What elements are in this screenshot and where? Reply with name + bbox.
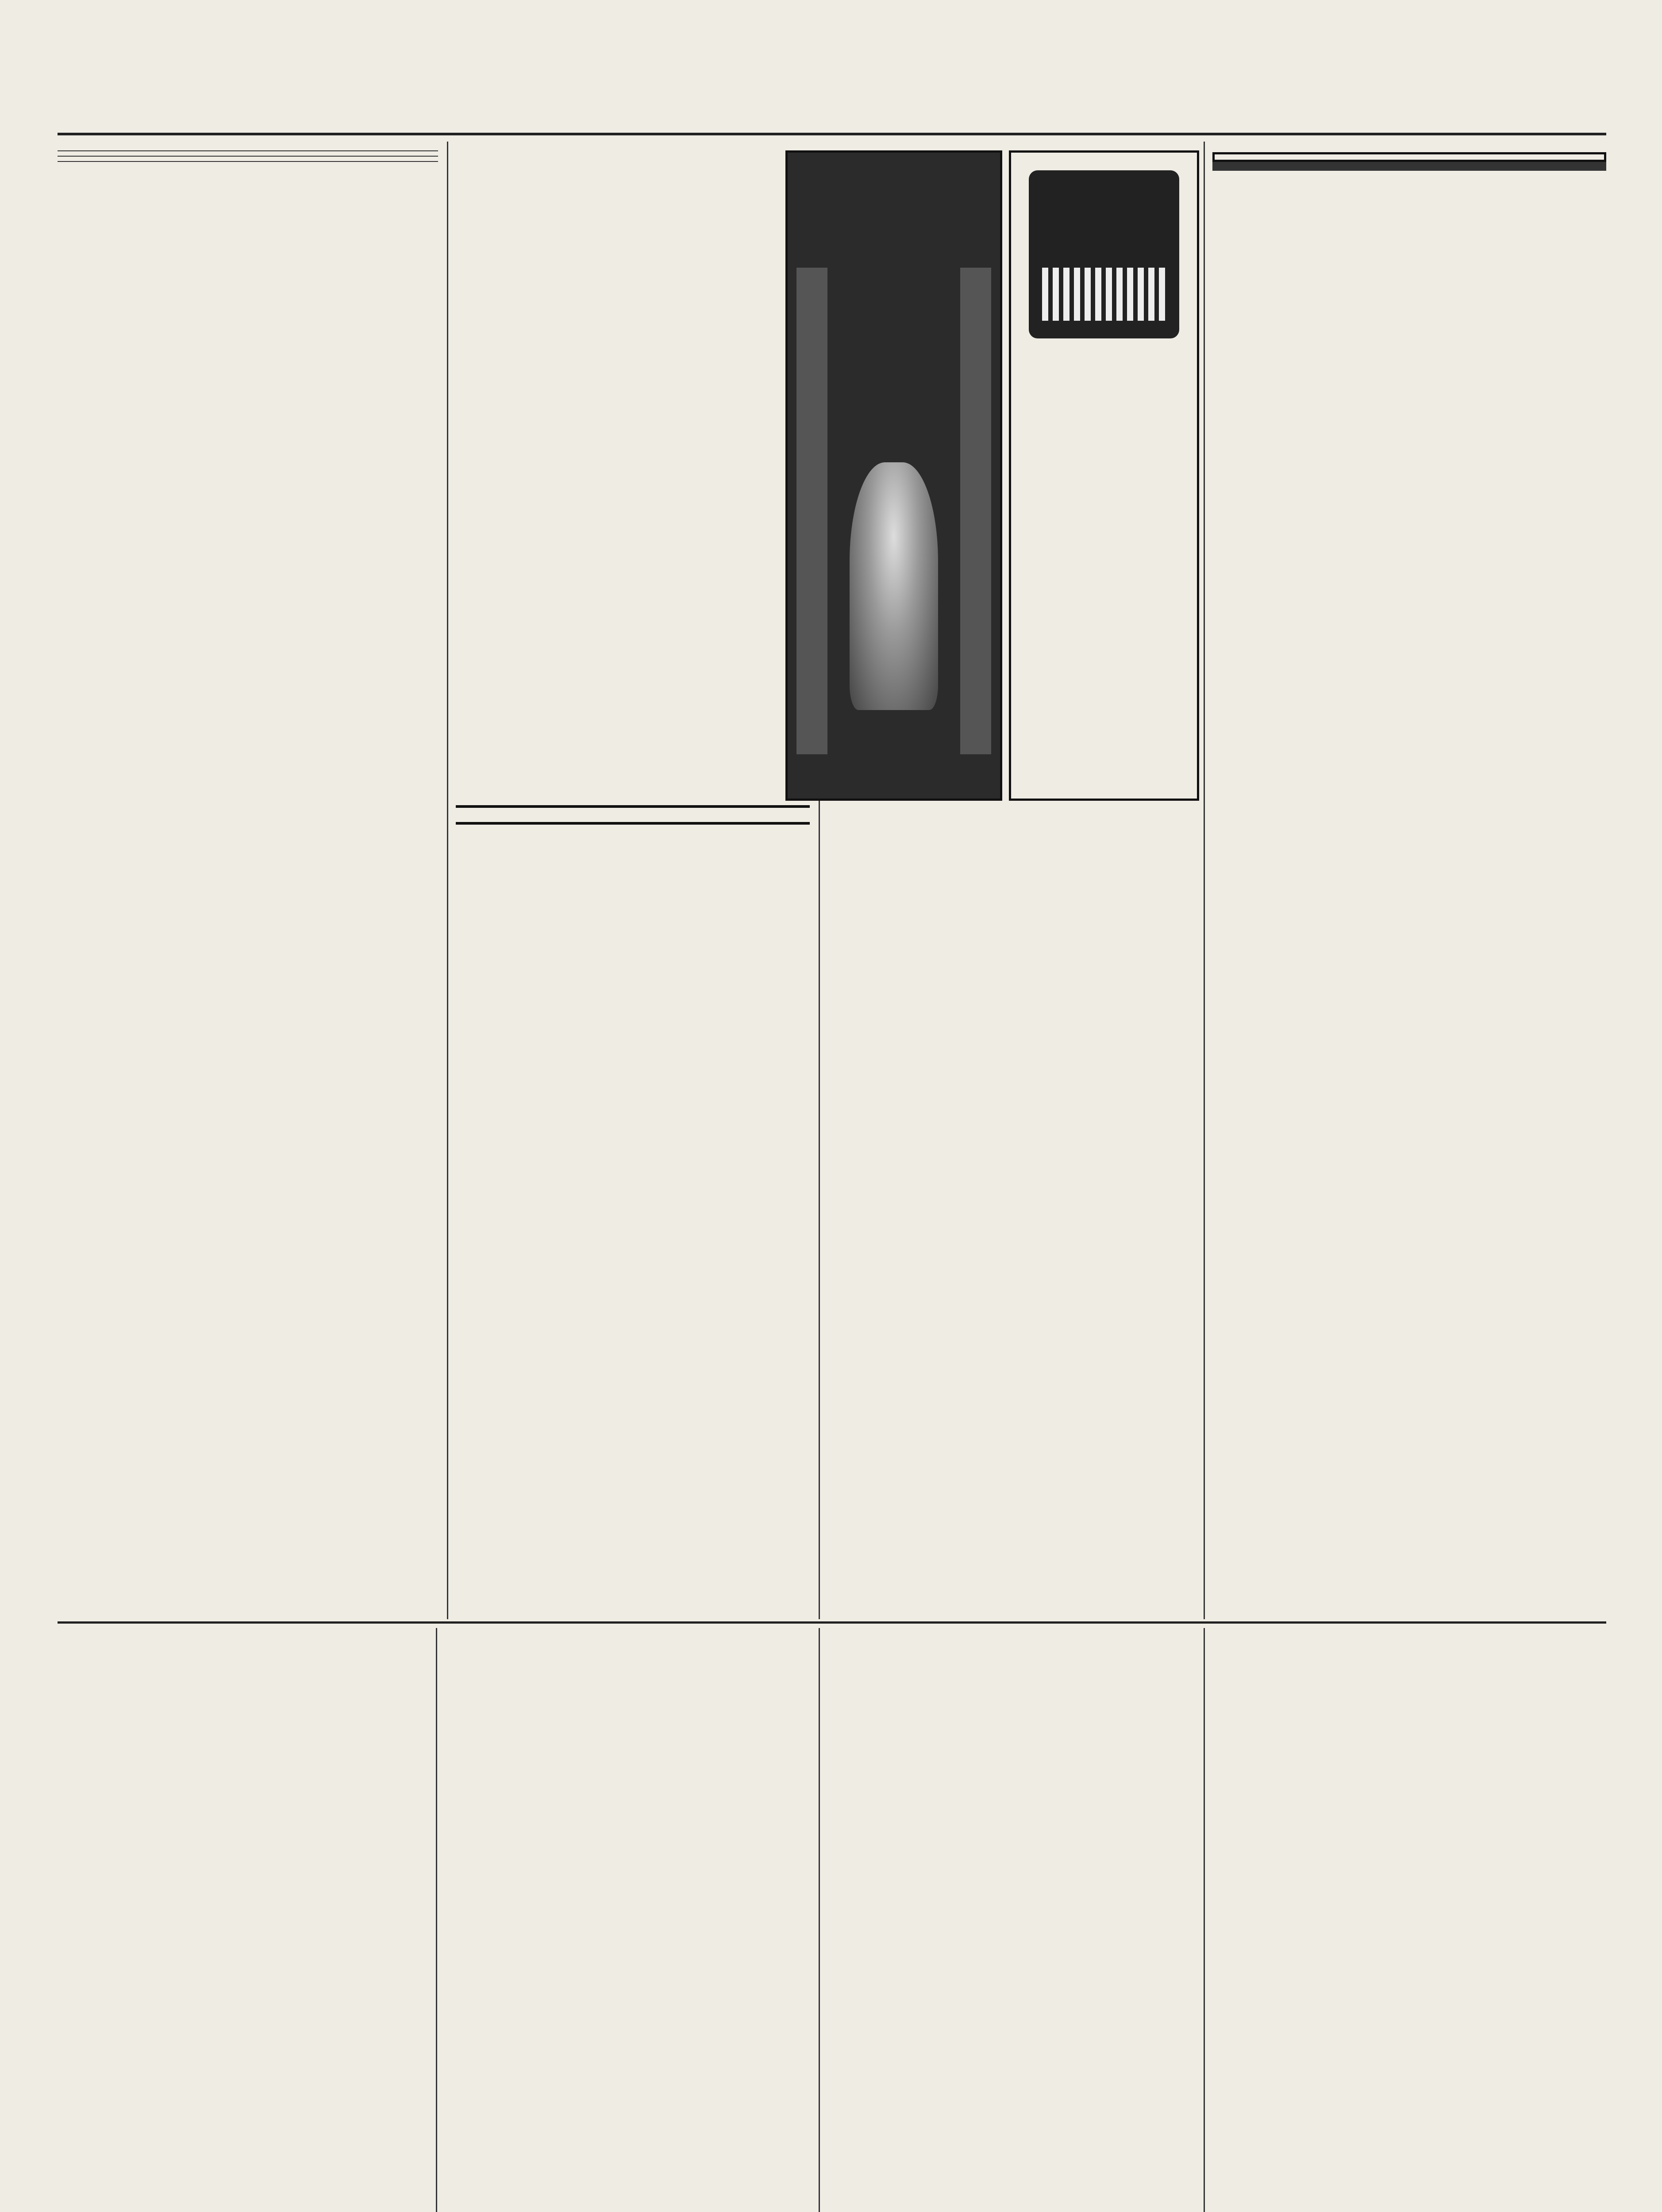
table-cell xyxy=(121,156,184,157)
advertisement-poster xyxy=(785,150,1002,801)
table-row xyxy=(58,156,438,157)
alexandria-table xyxy=(58,161,438,162)
table-cell xyxy=(311,161,374,162)
table-cell xyxy=(1550,170,1606,171)
table-cell xyxy=(1213,170,1269,171)
theatre-weather-column xyxy=(1212,146,1606,1615)
weather-report-title xyxy=(1212,152,1606,162)
table-cell xyxy=(1269,170,1325,171)
radio-column-1 xyxy=(456,805,810,1615)
table-row xyxy=(1213,170,1606,171)
poster-border xyxy=(960,268,991,754)
table-cell xyxy=(185,161,248,162)
table-cell xyxy=(248,156,311,157)
table-cell xyxy=(375,156,438,157)
column-rule xyxy=(1204,1628,1205,2212)
story-column-1 xyxy=(58,1632,429,2212)
story-column-4 xyxy=(1212,1632,1606,2212)
markets-column xyxy=(58,146,438,1615)
poster-figure-illustration xyxy=(850,462,938,710)
poster-border xyxy=(796,268,827,754)
table-cell xyxy=(1325,170,1381,171)
table-cell xyxy=(58,156,121,157)
column-rule xyxy=(436,1628,437,2212)
radio-banner xyxy=(456,805,810,825)
story-column-3 xyxy=(827,1632,1197,2212)
table-cell xyxy=(121,161,184,162)
table-cell xyxy=(58,161,121,162)
section-divider xyxy=(58,1621,1606,1624)
liverpool-table-1 xyxy=(58,150,438,151)
column-rule xyxy=(447,142,448,1619)
metals-hops-column xyxy=(456,146,774,796)
radio-column-2 xyxy=(827,987,1195,1615)
typewriter-advertisement xyxy=(1009,150,1199,801)
table-row xyxy=(58,161,438,162)
table-cell xyxy=(311,156,374,157)
column-rule xyxy=(819,801,820,1619)
column-rule xyxy=(819,1628,820,2212)
page-header xyxy=(58,102,1606,135)
weather-table xyxy=(1212,162,1606,171)
story-column-2 xyxy=(445,1632,812,2212)
liverpool-table-2 xyxy=(58,156,438,157)
column-rule xyxy=(1204,142,1205,1619)
table-cell xyxy=(1494,170,1550,171)
table-cell xyxy=(375,161,438,162)
table-cell xyxy=(185,156,248,157)
table-cell xyxy=(1381,170,1438,171)
typewriter-keys-illustration xyxy=(1042,268,1166,321)
table-cell xyxy=(1438,170,1494,171)
table-cell xyxy=(248,161,311,162)
